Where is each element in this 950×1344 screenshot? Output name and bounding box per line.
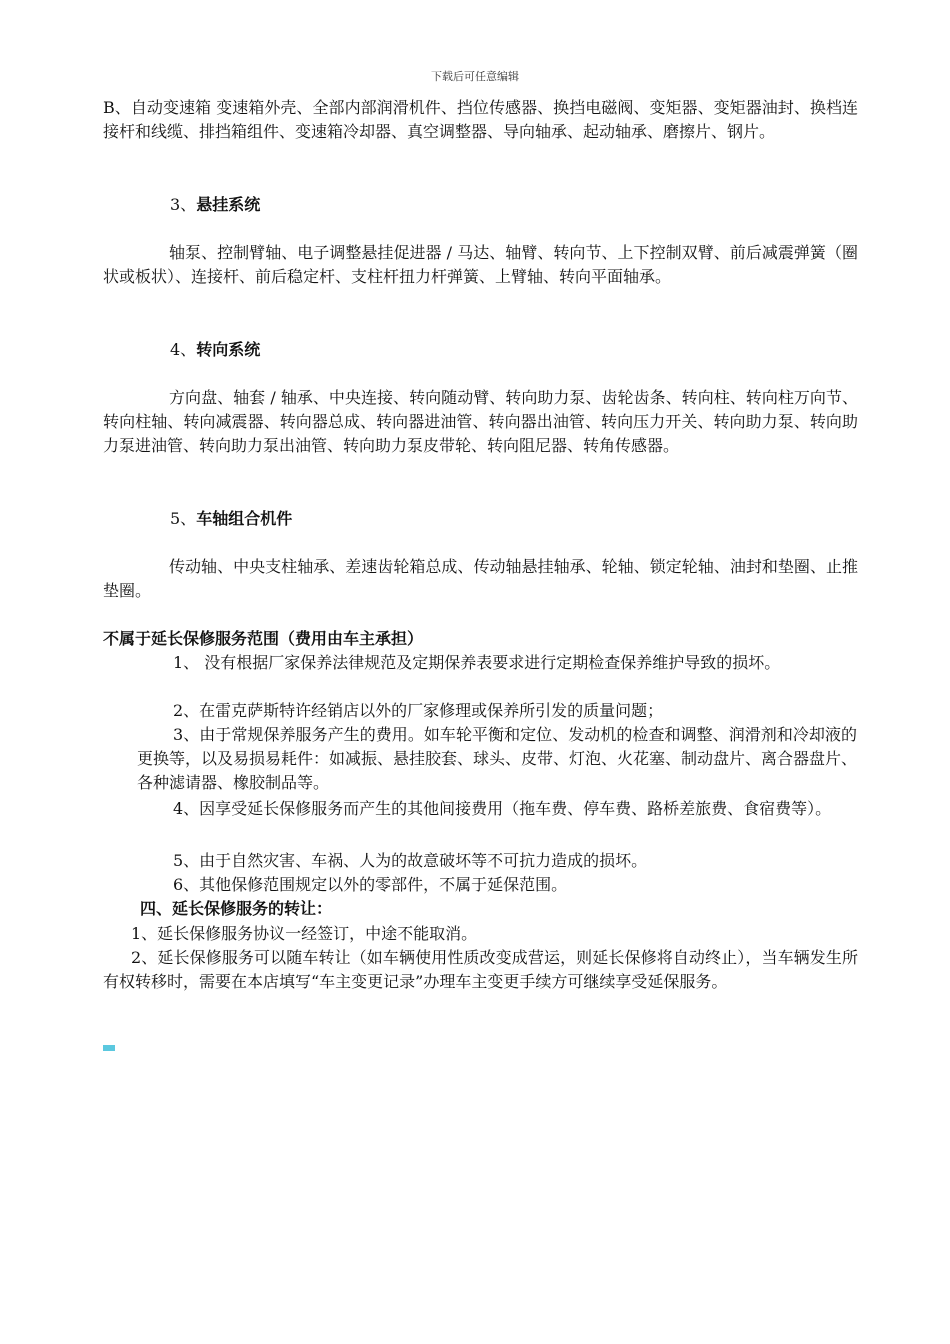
section-5-number: 5、 bbox=[170, 509, 197, 528]
exclusions-heading: 不属于延长保修服务范围（费用由车主承担） bbox=[103, 629, 424, 648]
section-4-body: 方向盘、轴套 / 轴承、中央连接、转向随动臂、转向助力泵、齿轮齿条、转向柱、转向柱万向节、转向柱轴、转向减震器、转向器总成、转向器进油管、转向器出油管、转向压力开关、转向助力泵、转向助力泵进油管、转向助力泵出油管、转向助力泵皮带轮、转向阻尼器、转角传感器。 bbox=[103, 388, 858, 455]
exclusion-item-4: 4、因享受延长保修服务而产生的其他间接费用（拖车费、停车费、路桥差旅费、食宿费等）。 bbox=[173, 799, 832, 818]
section-3-heading bbox=[170, 193, 260, 217]
gearbox-paragraph: B、自动变速箱 变速箱外壳、全部内部润滑机件、挡位传感器、换挡电磁阀、变矩器、变矩器油封、换档连接杆和线缆、排挡箱组件、变速箱冷却器、真空调整器、导向轴承、起动轴承、磨擦片、钢片。 bbox=[103, 98, 858, 141]
transfer-item-2: 2、延长保修服务可以随车转让（如车辆使用性质改变成营运，则延长保修将自动终止），当车辆发生所有权转移时，需要在本店填写“车主变更记录”办理车主变更手续方可继续享受延保服务。 bbox=[103, 948, 858, 991]
section-3-number: 3、 bbox=[170, 195, 197, 214]
exclusion-item-5: 5、由于自然灾害、车祸、人为的故意破坏等不可抗力造成的损坏。 bbox=[173, 851, 648, 870]
exclusion-item-6: 6、其他保修范围规定以外的零部件，不属于延保范围。 bbox=[173, 875, 568, 894]
exclusion-item-3: 3、由于常规保养服务产生的费用。如车轮平衡和定位、发动机的检查和调整、润滑剂和冷却液的更换等，以及易损易耗件：如减振、悬挂胶套、球头、皮带、灯泡、火花塞、制动盘片、离合器盘片、各种滤请器、橡胶制品等。 bbox=[137, 725, 858, 792]
exclusion-item-1: 1、 没有根据厂家保养法律规范及定期保养表要求进行定期检查保养维护导致的损坏。 bbox=[173, 653, 781, 672]
section-3-title: 悬挂系统 bbox=[196, 195, 261, 214]
section-4-heading bbox=[170, 338, 260, 362]
header-note: 下载后可任意编辑 bbox=[431, 70, 519, 83]
section-4-number: 4、 bbox=[170, 340, 197, 359]
exclusion-item-2: 2、在雷克萨斯特许经销店以外的厂家修理或保养所引发的质量问题； bbox=[173, 701, 664, 720]
section-4-title: 转向系统 bbox=[196, 340, 261, 359]
section-3-body: 轴泵、控制臂轴、电子调整悬挂促进器 / 马达、轴臂、转向节、上下控制双臂、前后减震弹簧（圈状或板状）、连接杆、前后稳定杆、支柱杆扭力杆弹簧、上臂轴、转向平面轴承。 bbox=[103, 243, 858, 286]
transfer-item-1: 1、延长保修服务协议一经签订，中途不能取消。 bbox=[131, 924, 478, 943]
cyan-marker bbox=[103, 1045, 115, 1051]
transfer-heading: 四、延长保修服务的转让： bbox=[140, 899, 333, 918]
section-5-heading bbox=[170, 507, 292, 531]
section-5-title: 车轴组合机件 bbox=[196, 509, 293, 528]
section-5-body: 传动轴、中央支柱轴承、差速齿轮箱总成、传动轴悬挂轴承、轮轴、锁定轮轴、油封和垫圈、止推垫圈。 bbox=[103, 557, 858, 600]
